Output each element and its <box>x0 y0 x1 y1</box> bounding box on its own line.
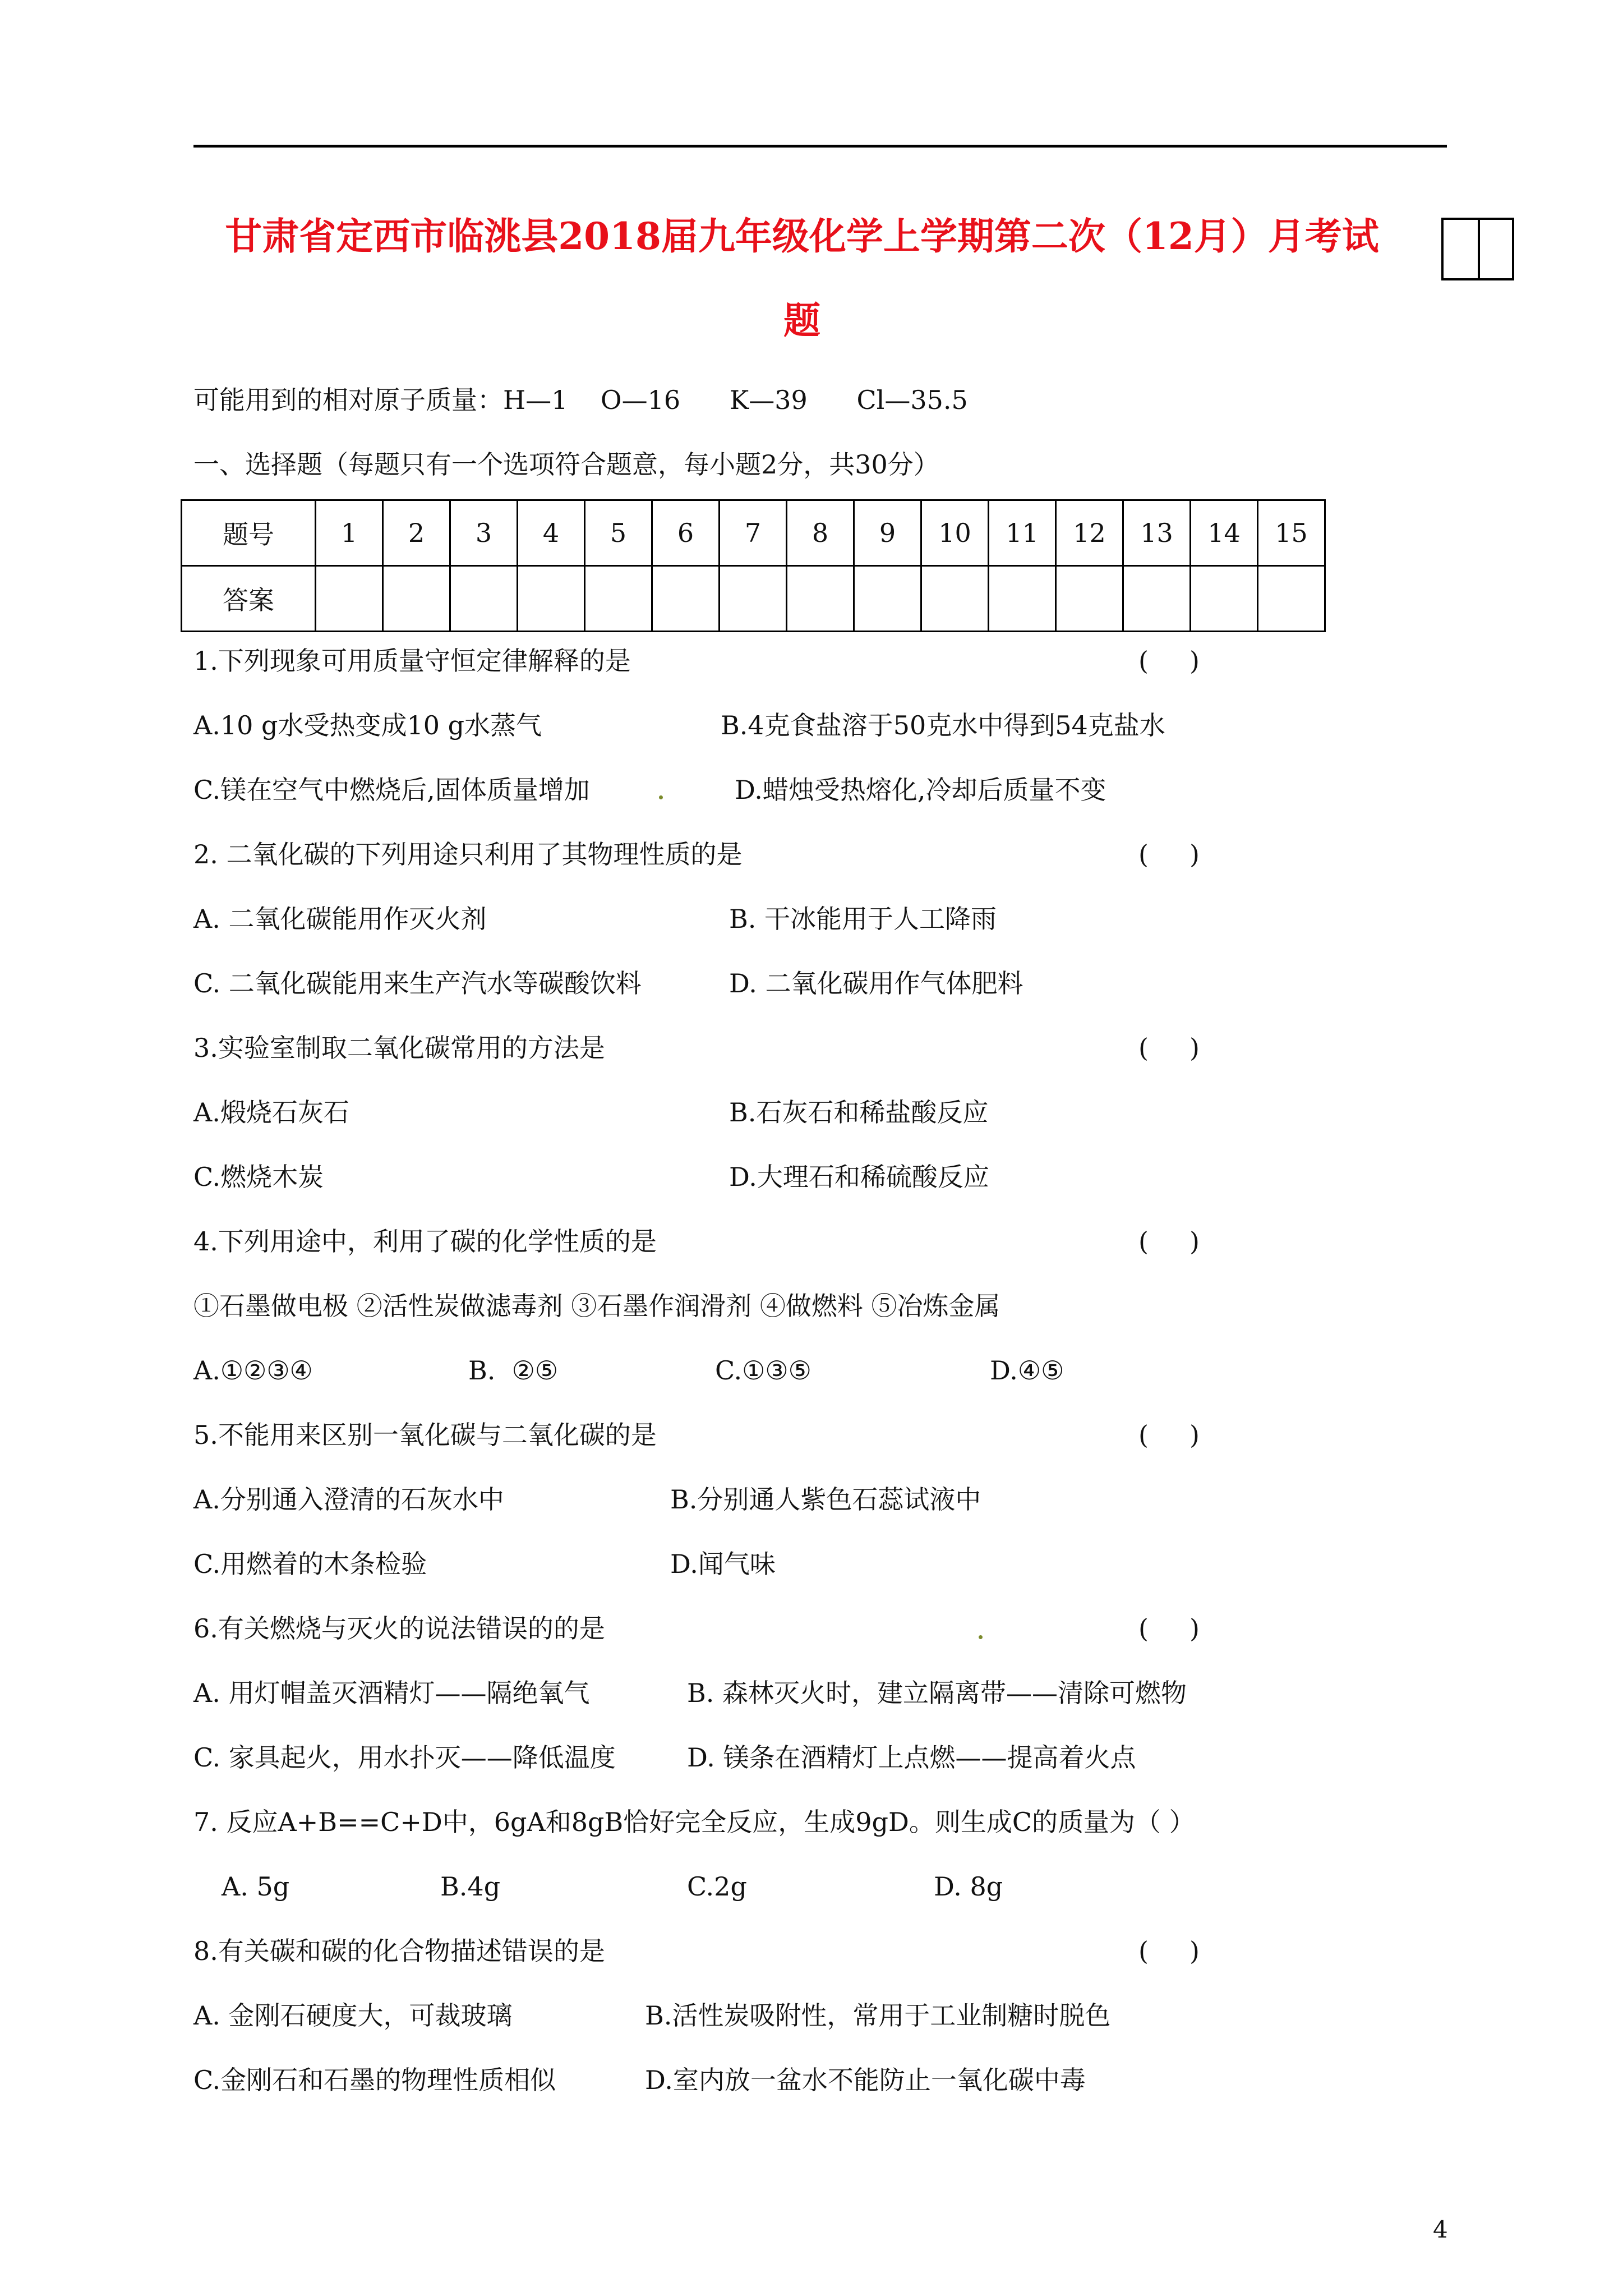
answer-cell[interactable] <box>450 566 518 632</box>
question-8-option-d: D.室内放一盆水不能防止一氧化碳中毒 <box>645 2065 1086 2095</box>
question-3-stem: 3.实验室制取二氧化碳常用的方法是 <box>193 1033 605 1063</box>
question-5-option-d: D.闻气味 <box>670 1549 776 1579</box>
score-boxes <box>1441 218 1514 280</box>
question-5-option-b: B.分别通人紫色石蕊试液中 <box>670 1484 981 1515</box>
answer-table-answer-row <box>182 566 1325 632</box>
question-5-stem: 5.不能用来区别一氧化碳与二氧化碳的是 <box>193 1420 657 1450</box>
score-box-divider <box>1478 220 1480 278</box>
question-4-option-b: B. ②⑤ <box>468 1355 559 1386</box>
answer-cell[interactable] <box>383 566 450 632</box>
answer-table-number: 5 <box>585 500 652 566</box>
answer-table-number: 13 <box>1123 500 1191 566</box>
answer-table-number: 14 <box>1191 500 1258 566</box>
answer-cell[interactable] <box>921 566 989 632</box>
exam-title-line1: 甘肃省定西市临洮县2018届九年级化学上学期第二次（12月）月考试 <box>225 214 1379 258</box>
answer-table-answer-label: 答案 <box>182 566 316 632</box>
question-7-option-c: C.2g <box>687 1871 747 1902</box>
answer-table-number-label: 题号 <box>182 500 316 566</box>
answer-cell[interactable] <box>720 566 787 632</box>
answer-cell[interactable] <box>1123 566 1191 632</box>
question-2-option-b: B. 干冰能用于人工降雨 <box>729 904 997 934</box>
question-8-stem: 8.有关碳和碳的化合物描述错误的是 <box>193 1936 605 1966</box>
question-6-option-b: B. 森林灭火时，建立隔离带——清除可燃物 <box>687 1678 1187 1708</box>
answer-table-number: 1 <box>316 500 383 566</box>
answer-cell[interactable] <box>1258 566 1325 632</box>
question-6-answer-paren: ( ) <box>1138 1613 1200 1644</box>
answer-table-number: 9 <box>854 500 921 566</box>
question-8-answer-paren: ( ) <box>1138 1936 1200 1966</box>
question-1-option-b: B.4克食盐溶于50克水中得到54克盐水 <box>721 710 1165 740</box>
answer-table <box>181 499 1326 632</box>
answer-cell[interactable] <box>518 566 585 632</box>
answer-cell[interactable] <box>1056 566 1123 632</box>
question-6-option-d: D. 镁条在酒精灯上点燃——提高着火点 <box>687 1742 1136 1773</box>
question-3-option-a: A.煅烧石灰石 <box>193 1097 349 1128</box>
question-5-option-c: C.用燃着的木条检验 <box>193 1549 427 1579</box>
answer-table-number: 4 <box>518 500 585 566</box>
answer-table-number: 11 <box>989 500 1056 566</box>
question-7-option-d: D. 8g <box>934 1871 1003 1902</box>
answer-cell[interactable] <box>585 566 652 632</box>
answer-cell[interactable] <box>1191 566 1258 632</box>
question-1-option-a: A.10 g水受热变成10 g水蒸气 <box>193 710 542 740</box>
question-6-option-a: A. 用灯帽盖灭酒精灯——隔绝氧气 <box>193 1678 590 1708</box>
answer-cell[interactable] <box>652 566 720 632</box>
question-4-answer-paren: ( ) <box>1138 1226 1200 1257</box>
question-4-stem: 4.下列用途中，利用了碳的化学性质的是 <box>193 1226 657 1257</box>
question-1-answer-paren: ( ) <box>1138 646 1200 676</box>
question-1-option-d: D.蜡烛受热熔化,冷却后质量不变 <box>735 775 1106 805</box>
question-2-answer-paren: ( ) <box>1138 839 1200 869</box>
page-number: 4 <box>1433 2216 1448 2243</box>
atomic-mass-line: 可能用到的相对原子质量：H—1 O—16 K—39 Cl—35.5 <box>193 385 968 415</box>
answer-cell[interactable] <box>989 566 1056 632</box>
answer-table-number: 10 <box>921 500 989 566</box>
question-3-option-b: B.石灰石和稀盐酸反应 <box>729 1097 989 1128</box>
answer-table-number: 12 <box>1056 500 1123 566</box>
exam-title-line2: 题 <box>783 298 820 342</box>
answer-table-number: 3 <box>450 500 518 566</box>
question-1-option-c: C.镁在空气中燃烧后,固体质量增加 <box>193 775 590 805</box>
stray-dot <box>979 1635 983 1639</box>
stray-dot <box>659 795 663 799</box>
question-3-answer-paren: ( ) <box>1138 1033 1200 1063</box>
question-4-option-d: D.④⑤ <box>990 1355 1064 1386</box>
answer-table-number: 15 <box>1258 500 1325 566</box>
question-2-option-c: C. 二氧化碳能用来生产汽水等碳酸饮料 <box>193 968 642 999</box>
section-heading: 一、选择题（每题只有一个选项符合题意，每小题2分，共30分） <box>193 449 939 480</box>
question-7-stem: 7. 反应A+B==C+D中，6gA和8gB恰好完全反应，生成9gD。则生成C的质量为（ ） <box>193 1807 1195 1837</box>
answer-table-number: 2 <box>383 500 450 566</box>
question-7-option-a: A. 5g <box>222 1871 290 1902</box>
question-8-option-b: B.活性炭吸附性，常用于工业制糖时脱色 <box>645 2000 1111 2031</box>
answer-table-number: 7 <box>720 500 787 566</box>
answer-cell[interactable] <box>854 566 921 632</box>
question-6-stem: 6.有关燃烧与灭火的说法错误的的是 <box>193 1613 605 1644</box>
question-1-stem: 1.下列现象可用质量守恒定律解释的是 <box>193 646 631 676</box>
question-2-option-a: A. 二氧化碳能用作灭火剂 <box>193 904 487 934</box>
answer-table-number: 8 <box>787 500 854 566</box>
question-2-option-d: D. 二氧化碳用作气体肥料 <box>729 968 1023 999</box>
answer-table-header-row <box>182 500 1325 566</box>
question-4-option-c: C.①③⑤ <box>715 1355 811 1386</box>
question-3-option-d: D.大理石和稀硫酸反应 <box>729 1162 989 1192</box>
header-rule <box>193 145 1447 148</box>
question-5-answer-paren: ( ) <box>1138 1420 1200 1450</box>
question-6-option-c: C. 家具起火，用水扑灭——降低温度 <box>193 1742 616 1773</box>
question-4-option-a: A.①②③④ <box>193 1355 313 1386</box>
question-7-option-b: B.4g <box>440 1871 501 1902</box>
question-8-option-a: A. 金刚石硬度大，可裁玻璃 <box>193 2000 513 2031</box>
question-2-stem: 2. 二氧化碳的下列用途只利用了其物理性质的是 <box>193 839 743 869</box>
question-3-option-c: C.燃烧木炭 <box>193 1162 324 1192</box>
question-8-option-c: C.金刚石和石墨的物理性质相似 <box>193 2065 556 2095</box>
question-5-option-a: A.分别通入澄清的石灰水中 <box>193 1484 504 1515</box>
answer-cell[interactable] <box>316 566 383 632</box>
answer-cell[interactable] <box>787 566 854 632</box>
answer-table-number: 6 <box>652 500 720 566</box>
question-4-items: ①石墨做电极 ②活性炭做滤毒剂 ③石墨作润滑剂 ④做燃料 ⑤冶炼金属 <box>193 1291 1000 1321</box>
